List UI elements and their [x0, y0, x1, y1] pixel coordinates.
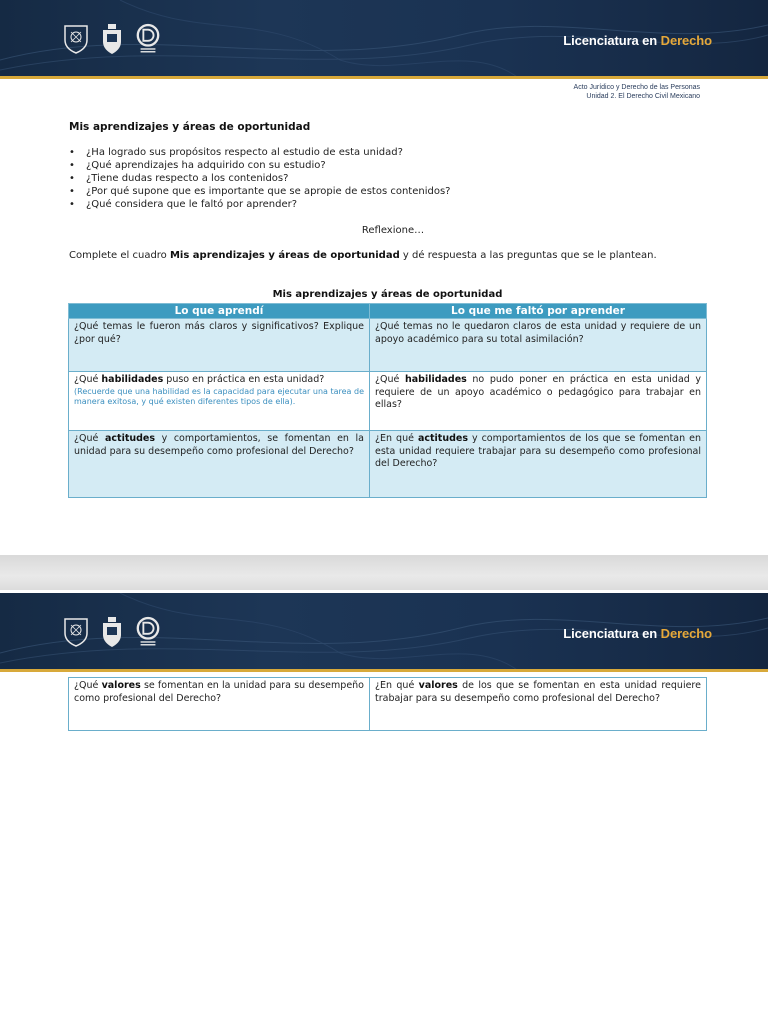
cell-text: ¿Qué [375, 374, 405, 385]
cell-text: ¿Qué [74, 680, 102, 691]
cell-text: ¿En qué [375, 680, 419, 691]
cell-bold: valores [101, 680, 141, 691]
table-row [69, 678, 707, 731]
cell-bold: habilidades [101, 374, 164, 385]
cell-missing-skills[interactable] [370, 372, 707, 431]
section-title: Mis aprendizajes y áreas de oportunidad [69, 121, 311, 133]
cell-missing-values[interactable] [370, 678, 707, 731]
page-banner [0, 0, 768, 79]
cell-text: se fomentan en la unidad para su desempeño como profesional del Derecho? [74, 680, 364, 704]
cell-learned-values[interactable] [69, 678, 370, 731]
cell-bold: actitudes [104, 433, 156, 444]
reflexione-text: Reflexione… [361, 225, 425, 236]
cell-learned-attitudes[interactable] [69, 431, 370, 498]
table-row [69, 431, 707, 498]
document-reference [574, 83, 700, 101]
reflection-questions [69, 146, 450, 211]
institution-logos [63, 615, 161, 649]
table-row [69, 372, 707, 431]
unam-seal-icon [63, 22, 89, 56]
header-missing: Lo que me faltó por aprender [370, 304, 707, 319]
table-header-row [69, 304, 707, 319]
institution-logos [63, 22, 161, 56]
cell-missing-topics[interactable] [370, 319, 707, 372]
instructions-before: Complete el cuadro [69, 250, 170, 261]
state-shield-icon [99, 615, 125, 649]
cell-bold: valores [418, 680, 458, 691]
cell-text: puso en práctica en esta unidad? [163, 374, 325, 385]
table-title: Mis aprendizajes y áreas de oportunidad [272, 289, 503, 300]
cell-text: no pudo poner en práctica en esta unidad y requiere de un apoyo académico o pedagógico para trabajar en ellas? [375, 374, 702, 410]
list-item: • ¿Qué considera que le faltó por aprender? [69, 198, 450, 211]
list-item: • ¿Por qué supone que es importante que se apropie de estos contenidos? [69, 185, 450, 198]
learning-table [68, 303, 707, 498]
list-item: • ¿Qué aprendizajes ha adquirido con su estudio? [69, 159, 450, 172]
cell-bold: actitudes [417, 433, 468, 444]
banner-rule [0, 76, 768, 79]
cell-text: y comportamientos, se fomentan en la unidad para su desempeño como profesional del Derecho? [74, 433, 365, 457]
banner-title [563, 33, 712, 48]
cell-text: ¿Qué temas le fueron más claros y significativos? Explique ¿por qué? [74, 321, 364, 345]
cell-text: de los que se fomentan en esta unidad requiere trabajar para su desempeño como profesional del Derecho? [375, 680, 701, 704]
banner-title-prefix: Licenciatura en [563, 33, 661, 48]
header-learned: Lo que aprendí [69, 304, 370, 319]
skill-note: (Recuerde que una habilidad es la capacidad para ejecutar una tarea de manera exitosa, y qué existen diferentes tipos de ella). [74, 386, 364, 406]
banner-title [563, 626, 712, 641]
instructions-after: y dé respuesta a las preguntas que se le plantean. [399, 250, 657, 261]
cell-text: ¿Qué temas no le quedaron claros de esta unidad y requiere de un apoyo académico para su total asimilación? [375, 321, 701, 345]
banner-title-prefix: Licenciatura en [563, 626, 661, 641]
learning-table-continued [68, 677, 707, 731]
list-item: • ¿Tiene dudas respecto a los contenidos? [69, 172, 450, 185]
state-shield-icon [99, 22, 125, 56]
table-row [69, 319, 707, 372]
cell-text: ¿Qué [74, 374, 102, 385]
course-name: Acto Jurídico y Derecho de las Personas [573, 84, 700, 91]
unit-name: Unidad 2. El Derecho Civil Mexicano [586, 93, 700, 100]
cell-bold: habilidades [404, 374, 467, 385]
unam-seal-icon [63, 615, 89, 649]
banner-rule [0, 669, 768, 672]
banner-title-accent: Derecho [660, 626, 712, 641]
instructions [69, 250, 657, 261]
instructions-bold: Mis aprendizajes y áreas de oportunidad [169, 250, 400, 261]
cell-text: ¿Qué [74, 433, 105, 444]
cell-learned-topics[interactable] [69, 319, 370, 372]
list-item: • ¿Ha logrado sus propósitos respecto al estudio de esta unidad? [69, 146, 450, 159]
d-emblem-icon [135, 22, 161, 56]
cell-text: y comportamientos de los que se fomentan en esta unidad requiere trabajar para su desempeño como profesional del Derecho? [375, 433, 701, 469]
banner-title-accent: Derecho [660, 33, 712, 48]
page-banner [0, 593, 768, 672]
cell-text: ¿En qué [375, 433, 418, 444]
cell-learned-skills[interactable] [69, 372, 370, 431]
cell-missing-attitudes[interactable] [370, 431, 707, 498]
d-emblem-icon [135, 615, 161, 649]
page-break [0, 555, 768, 590]
